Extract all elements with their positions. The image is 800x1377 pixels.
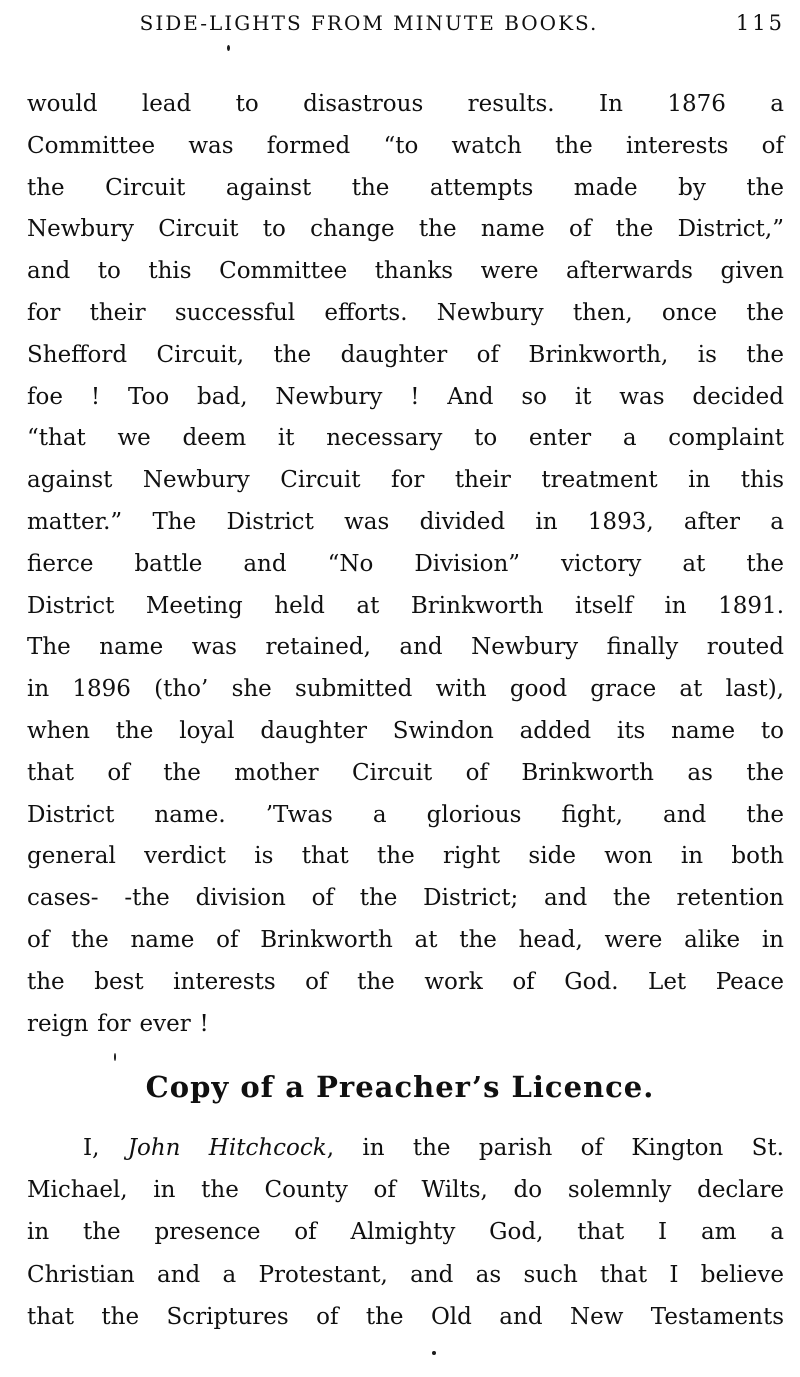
paragraph-preachers-licence [27, 1127, 784, 1338]
text-line: the Circuit against the attempts made by the [27, 174, 784, 201]
text-line: reign for ever ! [27, 1010, 209, 1037]
text-line: the best interests of the work of God. Let Peace [27, 968, 784, 995]
text-line: would lead to disastrous results. In 1876 a [27, 91, 784, 117]
text-line: that of the mother Circuit of Brinkworth as the [27, 759, 784, 786]
text-run: I, [83, 1135, 128, 1161]
text-line: Committee was formed “to watch the interests of [27, 132, 784, 159]
text-line: against Newbury Circuit for their treatment in this [27, 467, 784, 494]
text-line [27, 1127, 784, 1169]
text-line: of the name of Brinkworth at the head, were alike in [27, 926, 784, 953]
paragraph-district-dispute [27, 84, 784, 1045]
text-line: that the Scriptures of the Old and New Testaments [27, 1303, 784, 1330]
text-line: for their successful efforts. Newbury then, once the [27, 299, 784, 326]
ink-speck [227, 45, 230, 51]
text-line: The name was retained, and Newbury finally routed [27, 634, 784, 661]
ink-speck [114, 1053, 116, 1061]
text-line: Newbury Circuit to change the name of the District,” [27, 216, 784, 243]
text-line: District name. ’Twas a glorious fight, and the [27, 801, 784, 828]
text-line: when the loyal daughter Swindon added its name to [27, 717, 784, 744]
text-line: District Meeting held at Brinkworth itself in 1891. [27, 592, 784, 619]
ink-speck [432, 1351, 436, 1355]
section-heading: Copy of a Preacher’s Licence. [145, 1070, 655, 1104]
text-line: foe ! Too bad, Newbury ! And so it was decided [27, 383, 784, 410]
text-line: fierce battle and “No Division” victory at the [27, 550, 784, 577]
text-line: matter.” The District was divided in 1893, after a [27, 508, 784, 535]
page-number: 115 [735, 11, 785, 35]
text-line: in the presence of Almighty God, that I am a [27, 1219, 784, 1246]
text-line: general verdict is that the right side won in both [27, 843, 784, 870]
running-title: SIDE-LIGHTS FROM MINUTE BOOKS. [139, 11, 599, 35]
text-line: Christian and a Protestant, and as such that I believe [27, 1261, 784, 1288]
text-line: cases- -the division of the District; and the retention [27, 885, 784, 912]
text-line: in 1896 (tho’ she submitted with good grace at last), [27, 676, 784, 703]
italic-name: John Hitchcock [127, 1135, 327, 1161]
text-line: “that we deem it necessary to enter a complaint [27, 425, 784, 452]
text-line: Michael, in the County of Wilts, do solemnly declare [27, 1177, 784, 1204]
text-run: , in the parish of Kington St. [326, 1135, 784, 1161]
text-line: Shefford Circuit, the daughter of Brinkworth, is the [27, 341, 784, 368]
text-line: and to this Committee thanks were afterwards given [27, 258, 784, 285]
